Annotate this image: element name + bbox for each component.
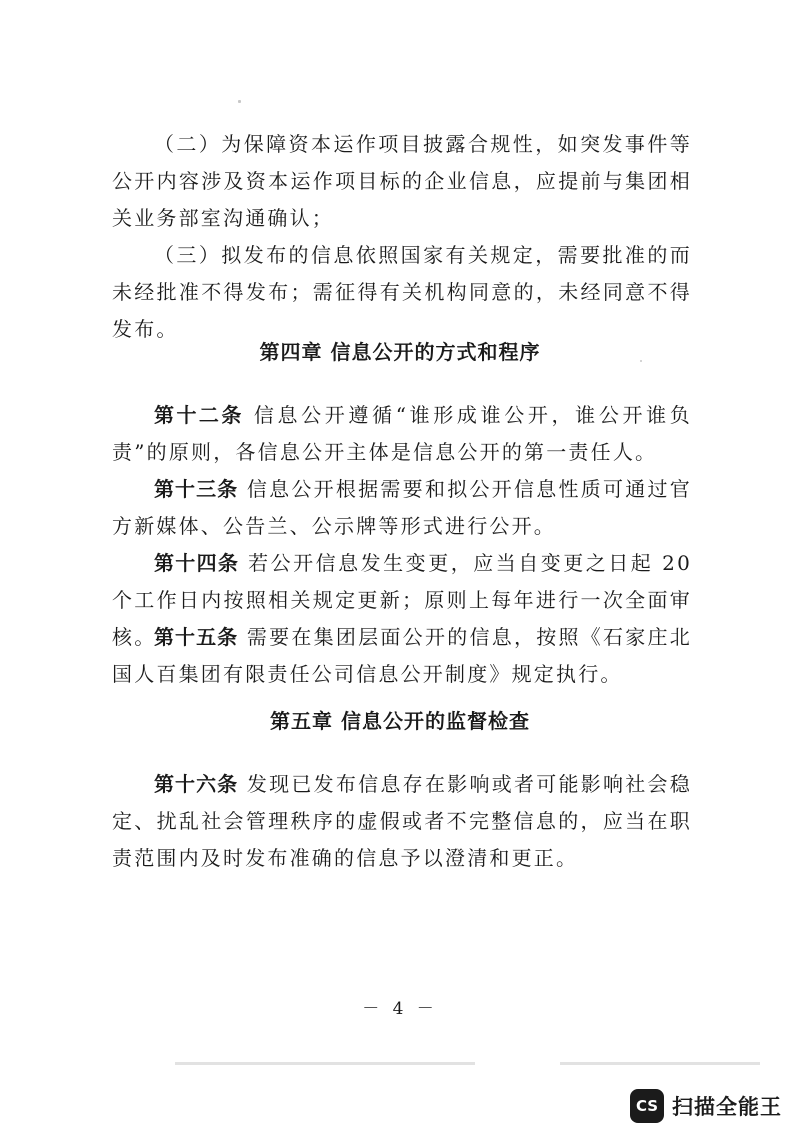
- article-14-text: 若公开信息发生变更，应当自变更之日起 20 个工作日内按照相关规定更新；原则上每年进行一次全面审核。: [112, 551, 692, 649]
- article-13: [112, 471, 692, 545]
- clause-three: （三）拟发布的信息依照国家有关规定，需要批准的而未经批准不得发布；需征得有关机构同意的，未经同意不得发布。: [112, 243, 692, 341]
- article-14-number: 第十四条: [154, 551, 240, 575]
- clause-two: （二）为保障资本运作项目披露合规性，如突发事件等公开内容涉及资本运作项目标的企业信息，应提前与集团相关业务部室沟通确认；: [112, 132, 692, 230]
- article-13-text: 信息公开根据需要和拟公开信息性质可通过官方新媒体、公告兰、公示牌等形式进行公开。: [112, 477, 693, 538]
- scan-bleed-strip: [175, 1062, 475, 1065]
- chapter-four-title: 第四章 信息公开的方式和程序: [259, 340, 541, 364]
- article-15: [112, 619, 692, 693]
- article-13-number: 第十三条: [154, 477, 239, 501]
- watermark-text: 扫描全能王: [672, 1095, 782, 1119]
- article-12-text: 信息公开遵循“谁形成谁公开，谁公开谁负责”的原则，各信息公开主体是信息公开的第一责任人。: [112, 403, 692, 464]
- article-15-number: 第十五条: [154, 625, 239, 649]
- article-16-number: 第十六条: [154, 772, 239, 796]
- camscanner-logo-icon: CS: [630, 1089, 664, 1123]
- scan-speck: [640, 360, 642, 362]
- page-number: － 4 －: [362, 999, 438, 1019]
- article-15-text: 需要在集团层面公开的信息，按照《石家庄北国人百集团有限责任公司信息公开制度》规定执行。: [112, 625, 693, 686]
- scan-speck: [238, 100, 241, 103]
- article-16-text: 发现已发布信息存在影响或者可能影响社会稳定、扰乱社会管理秩序的虚假或者不完整信息的，应当在职责范围内及时发布准确的信息予以澄清和更正。: [112, 772, 693, 870]
- scan-bleed-strip: [560, 1062, 760, 1065]
- scanner-watermark: [630, 1089, 782, 1123]
- article-12-number: 第十二条: [154, 403, 244, 427]
- article-16: [112, 766, 692, 877]
- chapter-five-title: 第五章 信息公开的监督检查: [270, 709, 530, 733]
- article-12: [112, 397, 692, 471]
